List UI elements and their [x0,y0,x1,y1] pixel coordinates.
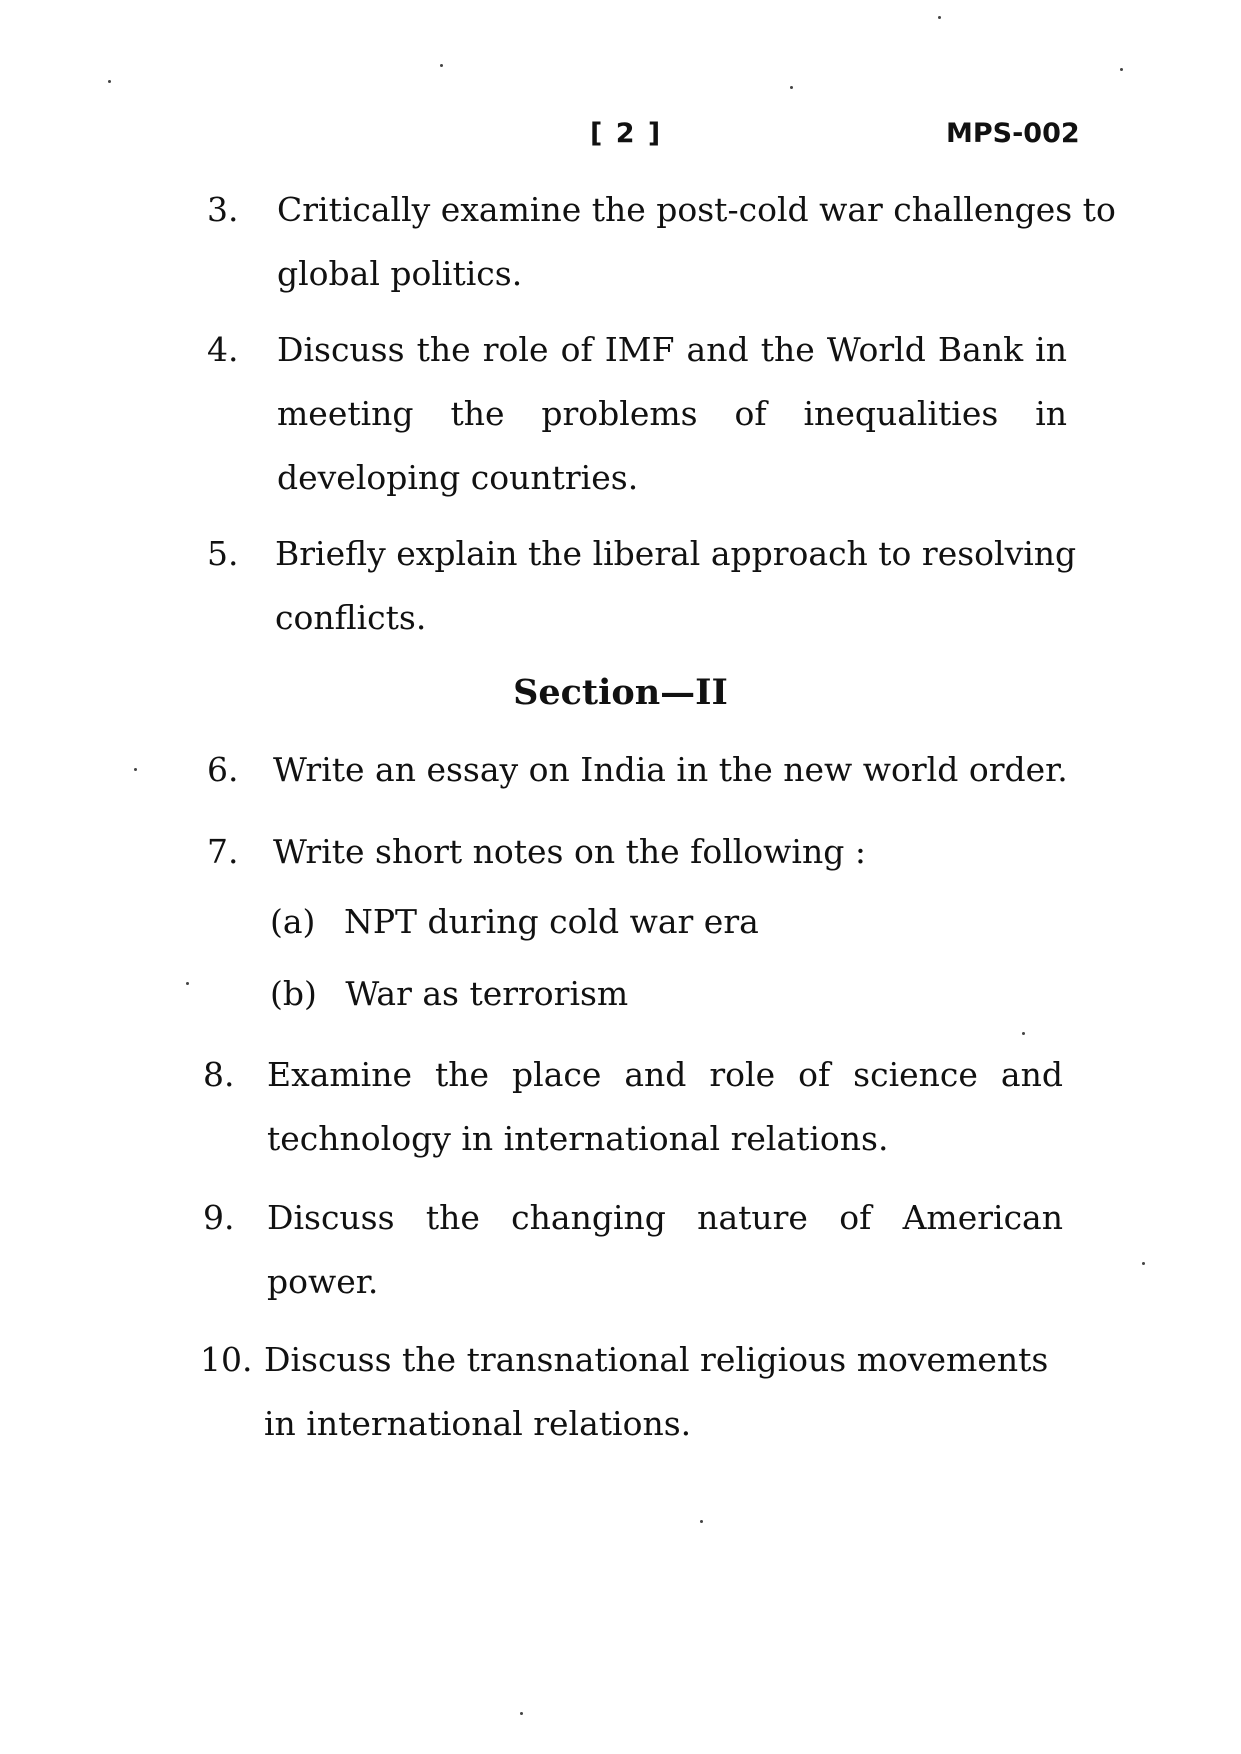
question-text-line: Critically examine the post-cold war challenges to [277,190,1116,229]
question-4 [207,318,1067,510]
question-text-line: Discuss the role of IMF and the World Bank in [277,330,1067,369]
question-text-line: global politics. [277,254,523,293]
scan-speck [700,1520,703,1523]
question-number: 3. [207,190,239,229]
question-text-line: Write an essay on India in the new world order. [273,750,1068,789]
question-text-line: Discuss the changing nature of American [267,1198,1063,1237]
question-number: 9. [203,1198,235,1237]
scan-speck [1142,1262,1145,1265]
subpart-text: War as terrorism [345,974,629,1013]
page-number: [ 2 ] [590,118,663,149]
question-number: 5. [207,534,239,573]
scan-speck [1022,1032,1025,1035]
question-number: 8. [203,1055,235,1094]
question-9 [203,1186,1067,1316]
question-text-line: power. [267,1262,379,1301]
scan-speck [1120,68,1123,71]
question-7 [207,820,1067,884]
question-6 [207,738,1067,802]
question-10 [200,1328,1067,1458]
question-number: 4. [207,330,239,369]
question-text-line: Examine the place and role of science and [267,1055,1063,1094]
scan-speck [134,768,137,771]
scan-speck [108,80,111,83]
question-text-line: conflicts. [275,598,427,637]
question-text-line: developing countries. [277,458,639,497]
question-number: 10. [200,1340,253,1379]
question-text-line: in international relations. [264,1404,692,1443]
scan-speck [440,64,443,67]
question-3 [207,178,1116,308]
question-number: 6. [207,750,239,789]
question-text-line: Write short notes on the following : [273,832,866,871]
question-text-line: Briefly explain the liberal approach to resolving [275,534,1077,573]
course-code: MPS-002 [946,118,1080,149]
question-8 [203,1043,1067,1173]
scan-speck [186,982,189,985]
question-text-line: technology in international relations. [267,1119,889,1158]
subpart-label: (a) [270,902,316,941]
scan-speck [938,16,941,19]
question-text-line: Discuss the transnational religious movements [264,1340,1049,1379]
subpart-b [270,962,628,1026]
subpart-a [270,890,759,954]
question-5 [207,522,1077,652]
subpart-label: (b) [270,974,317,1013]
subpart-text: NPT during cold war era [343,902,759,941]
question-number: 7. [207,832,239,871]
scan-speck [790,86,793,89]
scan-speck [520,1712,523,1715]
section-title: Section—II [513,672,728,713]
question-text-line: meeting the problems of inequalities in [277,394,1067,433]
page-header [0,118,1241,158]
